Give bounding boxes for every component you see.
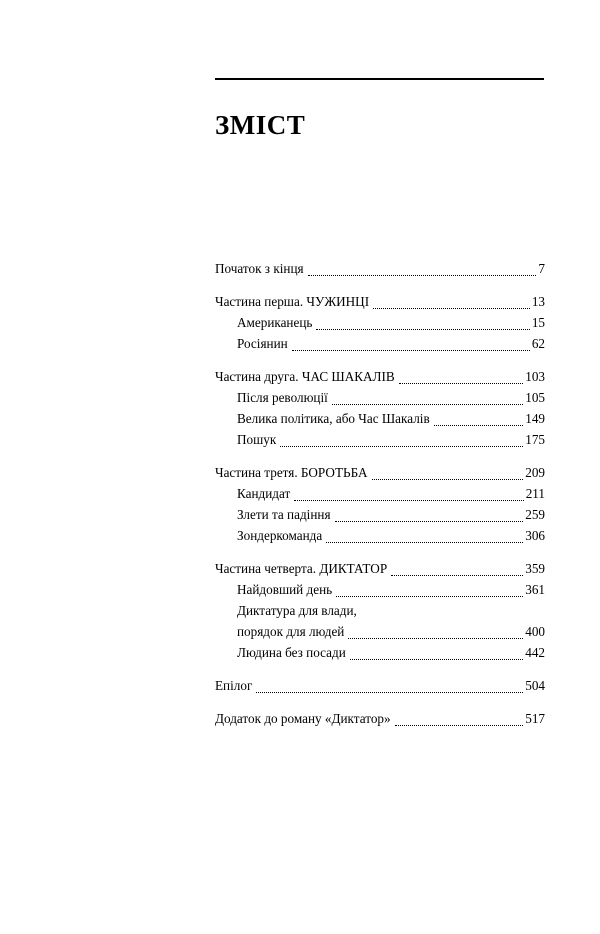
toc-leader-dots [308, 274, 537, 276]
toc-entry-label: Зондеркоманда [237, 528, 323, 543]
toc-group [215, 291, 545, 354]
toc-entry-label: Кандидат [237, 486, 291, 501]
toc-entry-page-number: 62 [531, 336, 545, 351]
toc-entry[interactable] [215, 366, 545, 387]
toc-entry-page-number: 149 [525, 411, 545, 426]
toc-entry-page-number: 209 [525, 465, 545, 480]
toc-entry-page-number: 103 [525, 369, 545, 384]
toc-entry-page-number: 359 [525, 561, 545, 576]
toc-entry-label: Велика політика, або Час Шакалів [237, 411, 430, 426]
toc-entry[interactable] [215, 429, 545, 450]
toc-entry[interactable] [215, 312, 545, 333]
toc-entry[interactable] [215, 621, 545, 642]
toc-entry-label: Епілог [215, 678, 253, 693]
toc-leader-dots [399, 382, 524, 384]
toc-entry[interactable] [215, 558, 545, 579]
toc-entry-page-number: 259 [525, 507, 545, 522]
toc-entry-label: Пошук [237, 432, 277, 447]
toc-entry[interactable] [215, 291, 545, 312]
toc-entry-page-number: 105 [525, 390, 545, 405]
toc-entry[interactable] [215, 579, 545, 600]
toc-entry-label: порядок для людей [237, 624, 345, 639]
toc-entry[interactable] [215, 462, 545, 483]
toc-leader-dots [280, 445, 523, 447]
toc-entry-label: Диктатура для влади, [237, 603, 357, 618]
toc-entry-label: Частина перша. ЧУЖИНЦІ [215, 294, 370, 309]
toc-entry-page-number: 211 [525, 486, 545, 501]
toc-group [215, 462, 545, 546]
title-rule [215, 78, 544, 80]
toc-leader-dots [350, 658, 523, 660]
toc-leader-dots [336, 595, 523, 597]
toc-group [215, 708, 545, 729]
toc-entry-label: Частина третя. БОРОТЬБА [215, 465, 368, 480]
toc-leader-dots [316, 328, 529, 330]
toc-group [215, 258, 545, 279]
toc-entry[interactable] [215, 525, 545, 546]
toc-entry-page-number: 13 [531, 294, 545, 309]
toc-entry-label: Злети та падіння [237, 507, 331, 522]
toc-entry-page-number: 517 [525, 711, 545, 726]
toc-leader-dots [395, 724, 524, 726]
toc-leader-dots [373, 307, 530, 309]
page-title: ЗМІСТ [215, 110, 306, 141]
toc-group [215, 675, 545, 696]
toc-leader-dots [326, 541, 523, 543]
table-of-contents [215, 258, 545, 741]
toc-entry-page-number: 361 [525, 582, 545, 597]
toc-entry[interactable] [215, 708, 545, 729]
toc-entry-page-number: 306 [525, 528, 545, 543]
toc-entry[interactable] [215, 675, 545, 696]
toc-entry-label: Частина четверта. ДИКТАТОР [215, 561, 388, 576]
toc-leader-dots [332, 403, 523, 405]
toc-entry[interactable] [215, 504, 545, 525]
toc-entry[interactable] [215, 483, 545, 504]
toc-leader-dots [391, 574, 523, 576]
toc-entry[interactable] [215, 258, 545, 279]
toc-leader-dots [372, 478, 524, 480]
toc-entry-page-number: 504 [525, 678, 545, 693]
toc-entry-page-number: 15 [531, 315, 545, 330]
toc-leader-dots [292, 349, 530, 351]
toc-entry-label: Додаток до роману «Диктатор» [215, 711, 391, 726]
toc-entry-label: Після революції [237, 390, 328, 405]
toc-entry-page-number: 400 [525, 624, 545, 639]
toc-entry[interactable] [215, 333, 545, 354]
toc-entry-page-number: 175 [525, 432, 545, 447]
toc-group [215, 558, 545, 663]
toc-leader-dots [256, 691, 523, 693]
toc-entry-label: Росіянин [237, 336, 288, 351]
toc-entry-page-number: 7 [538, 261, 545, 276]
toc-entry[interactable] [215, 408, 545, 429]
toc-entry[interactable] [215, 642, 545, 663]
toc-leader-dots [294, 499, 523, 501]
toc-leader-dots [335, 520, 524, 522]
toc-entry[interactable] [215, 600, 545, 621]
toc-entry-label: Частина друга. ЧАС ШАКАЛІВ [215, 369, 395, 384]
toc-leader-dots [361, 617, 543, 618]
toc-group [215, 366, 545, 450]
toc-entry-label: Американець [237, 315, 313, 330]
toc-leader-dots [434, 424, 524, 426]
toc-leader-dots [348, 637, 523, 639]
toc-entry-label: Людина без посади [237, 645, 346, 660]
toc-entry-page-number: 442 [525, 645, 545, 660]
toc-entry[interactable] [215, 387, 545, 408]
toc-entry-label: Початок з кінця [215, 261, 304, 276]
toc-entry-label: Найдовший день [237, 582, 333, 597]
